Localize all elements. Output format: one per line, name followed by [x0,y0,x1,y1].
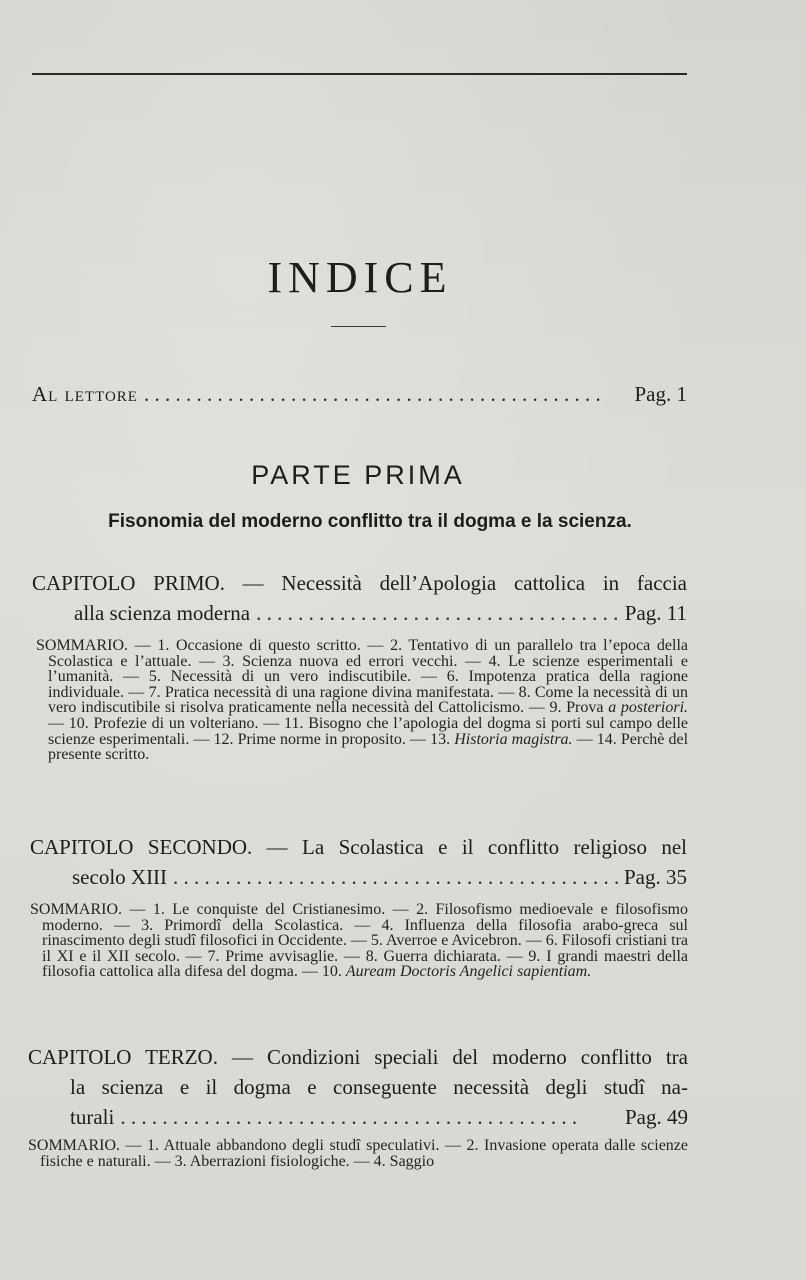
chapter-page: Pag. 35 [624,865,687,889]
chapter-page: Pag. 11 [624,601,687,625]
sommario-text: SOMMARIO. — 1. Le conquiste del Cristianesimo. — 2. Filosofismo medioevale e filosofismo moderno. — 3. Primordî della Scolastica. — 4. Influenza della filosofia arabo-greca sul rinascimento degli studî filosofici in Occidente. — 5. Averroe e Avicebron. — 6. Filosofi cristiani tra il XI e il XII secolo. — 7. Prime avvisaglie. — 8. Guerra dichiarata. — 9. I grandi maestri della filosofia cattolica alla difesa del dogma. — 10. Auream Doctoris Angelici sapientiam. [30,901,688,981]
chapter-heading: CAPITOLO PRIMO. — Necessità dell’Apologia cattolica in faccia [32,571,687,595]
title-divider [331,326,386,327]
chapter-sommario [36,638,688,763]
chapter-sommario [28,1138,688,1169]
chapter-entry [30,832,687,892]
chapter-toc-line [28,1102,688,1132]
part-subtitle: Fisonomia del moderno conflitto tra il dogma e la scienza. [108,511,632,532]
sommario-text: SOMMARIO. — 1. Occasione di questo scritto. — 2. Tentativo di un parallelo tra l’epoca della Scolastica e l’attuale. — 3. Scienza nuova ed errori vecchi. — 4. Le scienze esperimentali e l’umanità. — 5. Necessità di un vero indiscutibile. — 6. Impotenza pratica della ragione individuale. — 7. Pratica necessità di una ragione divina manifestata. — 8. Come la necessità di un vero indiscutibile si risolva praticamente nella necessità del Cattolicismo. — 9. Prova a posteriori. — 10. Profezie di un volteriano. — 11. Bisogno che l’apologia del dogma si porti sul campo delle scienze esperimentali. — 12. Prime norme in proposito. — 13. Historia magistra. — 14. Perchè del presente scritto. [36,637,689,764]
sommario-text: SOMMARIO. — 1. Attuale abbandono degli studî speculativi. — 2. Invasione operata dalle scienze fisiche e naturali. — 3. Aberrazioni fisiologiche. — 4. Saggio [28,1137,688,1170]
chapter-heading-cont: turali [70,1105,115,1129]
al-lettore-label: Al lettore [32,382,138,406]
chapter-sommario [30,902,688,980]
chapter-heading: CAPITOLO TERZO. — Condizioni speciali del moderno conflitto tra [28,1045,688,1069]
chapter-heading-cont: alla scienza moderna [74,601,251,625]
page-title: INDICE [267,253,453,302]
chapter-heading-cont: secolo XIII [72,865,168,889]
part-title: PARTE PRIMA [251,460,465,490]
al-lettore-page: Pag. 1 [634,382,687,406]
leader-dots [173,862,618,892]
top-rule [32,73,687,75]
chapter-heading-cont: la scienza e il dogma e conseguente necessità degli studî na- [70,1075,688,1099]
chapter-entry [28,1042,688,1132]
chapter-heading: CAPITOLO SECONDO. — La Scolastica e il conflitto religioso nel [30,835,687,859]
leader-dots [144,382,629,407]
chapter-entry [32,568,687,628]
leader-dots [256,598,619,628]
chapter-toc-line [32,598,687,628]
al-lettore-entry [32,382,687,407]
leader-dots [120,1102,619,1132]
chapter-toc-line [30,862,687,892]
chapter-page: Pag. 49 [625,1105,688,1129]
